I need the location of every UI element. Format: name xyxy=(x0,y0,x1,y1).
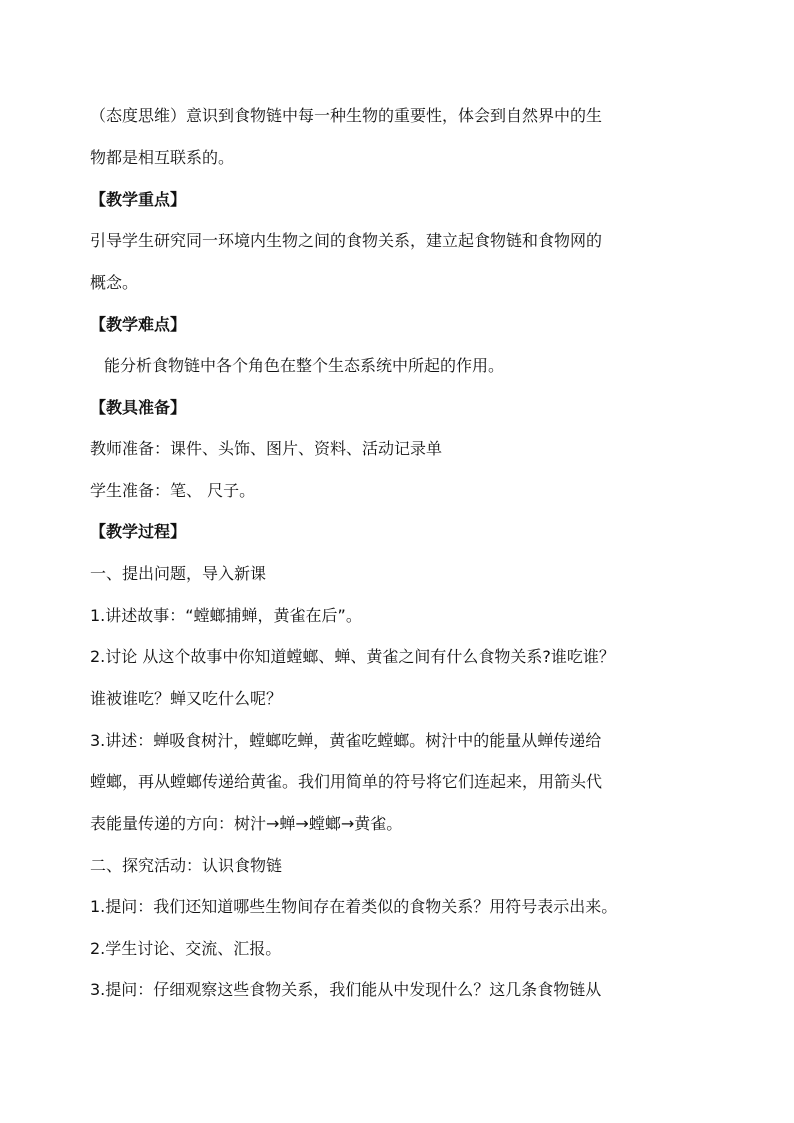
section-heading-process: 【教学过程】 xyxy=(90,522,187,541)
paragraph-line: 学生准备：笔、 尺子。 xyxy=(90,481,256,500)
section-heading-difficulties: 【教学难点】 xyxy=(90,315,187,334)
paragraph-line: 物都是相互联系的。 xyxy=(90,148,235,167)
paragraph-line: 二、探究活动：认识食物链 xyxy=(90,856,283,875)
paragraph-line: 螳螂，再从螳螂传递给黄雀。我们用简单的符号将它们连起来，用箭头代 xyxy=(90,772,603,791)
paragraph-line: （态度思维）意识到食物链中每一种生物的重要性，体会到自然界中的生 xyxy=(90,106,603,125)
paragraph-line: 谁被谁吃？蝉又吃什么呢？ xyxy=(90,689,283,708)
paragraph-line: 表能量传递的方向：树汁→蝉→螳螂→黄雀。 xyxy=(90,814,403,833)
paragraph-line: 2.学生讨论、交流、汇报。 xyxy=(90,939,282,958)
paragraph-line: 2.讨论 从这个故事中你知道螳螂、蝉、黄雀之间有什么食物关系?谁吃谁？ xyxy=(90,647,615,666)
paragraph-line: 一、提出问题，导入新课 xyxy=(90,564,267,583)
paragraph-line: 3.提问：仔细观察这些食物关系，我们能从中发现什么？这几条食物链从 xyxy=(90,980,602,999)
paragraph-line: 1.提问：我们还知道哪些生物间存在着类似的食物关系？用符号表示出来。 xyxy=(90,897,618,916)
paragraph-line: 概念。 xyxy=(90,273,139,292)
section-heading-materials: 【教具准备】 xyxy=(90,398,187,417)
paragraph-line: 3.讲述：蝉吸食树汁，螳螂吃蝉，黄雀吃螳螂。树汁中的能量从蝉传递给 xyxy=(90,731,602,750)
section-heading-key-points: 【教学重点】 xyxy=(90,190,187,209)
paragraph-line: 教师准备：课件、头饰、图片、资料、活动记录单 xyxy=(90,439,443,458)
paragraph-line: 能分析食物链中各个角色在整个生态系统中所起的作用。 xyxy=(104,356,505,375)
paragraph-line: 引导学生研究同一环境内生物之间的食物关系，建立起食物链和食物网的 xyxy=(90,231,603,250)
paragraph-line: 1.讲述故事：“螳螂捕蝉，黄雀在后”。 xyxy=(90,606,362,625)
